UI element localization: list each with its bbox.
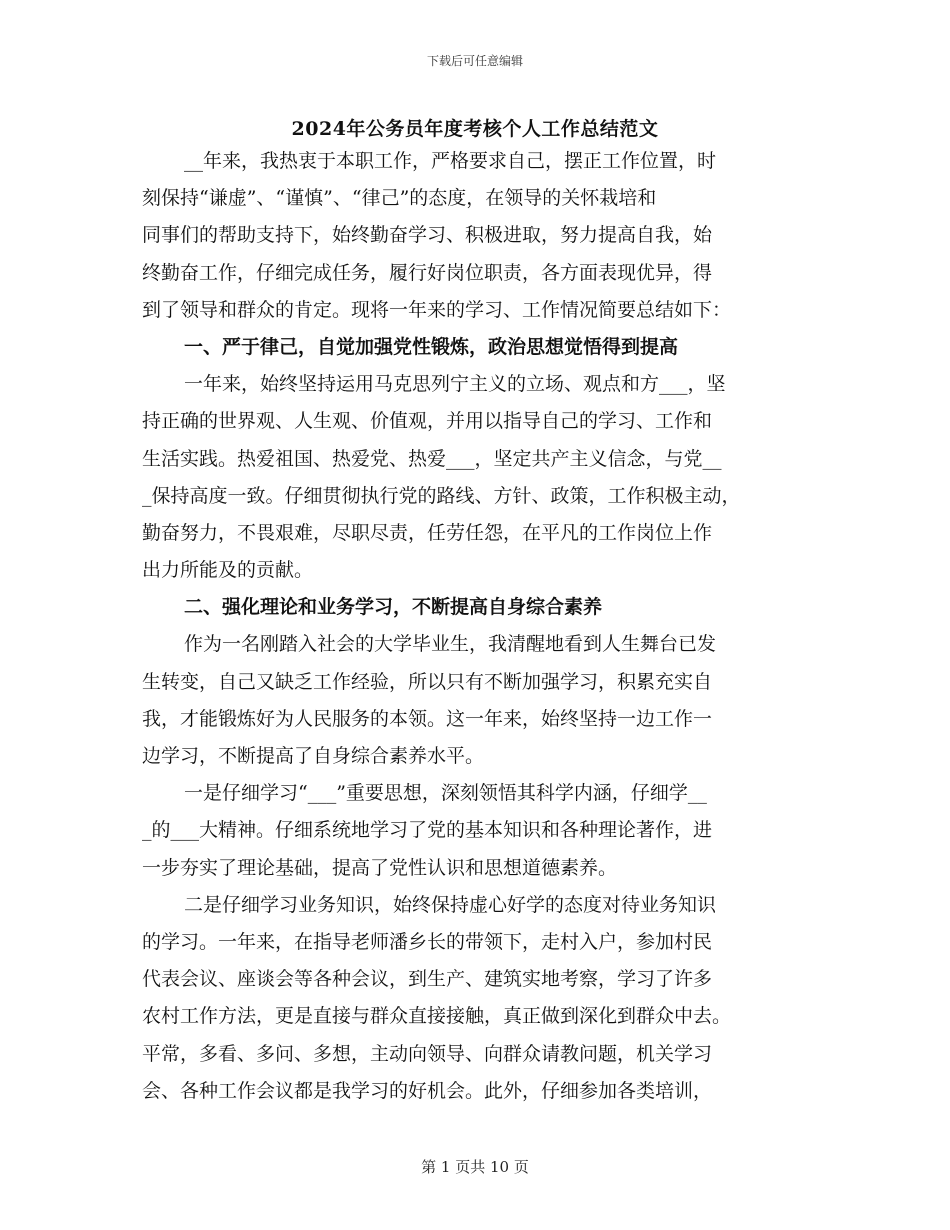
section-heading: 二、强化理论和业务学习，不断提高自身综合素养: [184, 596, 603, 619]
body-line: 二是仔细学习业务知识，始终保持虚心好学的态度对待业务知识: [184, 893, 717, 916]
body-line: __年来，我热衷于本职工作，严格要求自己，摆正工作位置，时: [184, 150, 717, 172]
body-line: 平常，多看、多问、多想，主动向领导、向群众请教问题，机关学习: [142, 1042, 713, 1065]
body-line: 会、各种工作会议都是我学习的好机会。此外，仔细参加各类培训，: [142, 1079, 713, 1102]
body-line: 勤奋努力，不畏艰难，尽职尽责，任劳任怨，在平凡的工作岗位上作: [142, 521, 713, 544]
body-line: 作为一名刚踏入社会的大学毕业生，我清醒地看到人生舞台已发: [184, 633, 717, 656]
body-line: 刻保持“谦虚”、“谨慎”、“律己”的态度，在领导的关怀栽培和: [142, 187, 657, 210]
section-heading: 一、严于律己，自觉加强党性锻炼，政治思想觉悟得到提高: [184, 335, 679, 358]
body-line: 的学习。一年来，在指导老师潘乡长的带领下，走村入户，参加村民: [142, 930, 713, 953]
body-line: 边学习，不断提高了自身综合素养水平。: [142, 745, 485, 767]
body-line: _保持高度一致。仔细贯彻执行党的路线、方针、政策，工作积极主动，: [142, 484, 741, 507]
body-line: 出力所能及的贡献。: [142, 559, 314, 582]
body-line: 农村工作方法，更是直接与群众直接接触，真正做到深化到群众中去。: [142, 1005, 732, 1028]
body-line: 到了领导和群众的肯定。现将一年来的学习、工作情况简要总结如下：: [142, 298, 732, 321]
body-line: 一步夯实了理论基础，提高了党性认识和思想道德素养。: [142, 856, 618, 879]
body-line: 一是仔细学习“___”重要思想，深刻领悟其科学内涵，仔细学__: [184, 782, 707, 805]
body-line: 一年来，始终坚持运用马克思列宁主义的立场、观点和方___，坚: [184, 373, 726, 396]
body-line: _的___大精神。仔细系统地学习了党的基本知识和各种理论著作，进: [142, 819, 713, 842]
header-note: 下载后可任意编辑: [426, 54, 523, 68]
body-line: 生转变，自己又缺乏工作经验，所以只有不断加强学习，积累充实自: [142, 670, 713, 693]
body-line: 生活实践。热爱祖国、热爱党、热爱___，坚定共产主义信念，与党__: [142, 447, 722, 470]
body-line: 终勤奋工作，仔细完成任务，履行好岗位职责，各方面表现优异，得: [142, 261, 713, 284]
page-footer: 第 1 页共 10 页: [421, 1158, 529, 1176]
body-line: 同事们的帮助支持下，始终勤奋学习、积极进取，努力提高自我，始: [142, 224, 713, 247]
document-title: 2024年公务员年度考核个人工作总结范文: [291, 118, 659, 140]
document-body: [142, 143, 814, 1110]
body-line: 我，才能锻炼好为人民服务的本领。这一年来，始终坚持一边工作一: [142, 707, 713, 730]
body-line: 持正确的世界观、人生观、价值观，并用以指导自己的学习、工作和: [142, 410, 713, 433]
body-line: 代表会议、座谈会等各种会议，到生产、建筑实地考察，学习了许多: [142, 968, 713, 991]
